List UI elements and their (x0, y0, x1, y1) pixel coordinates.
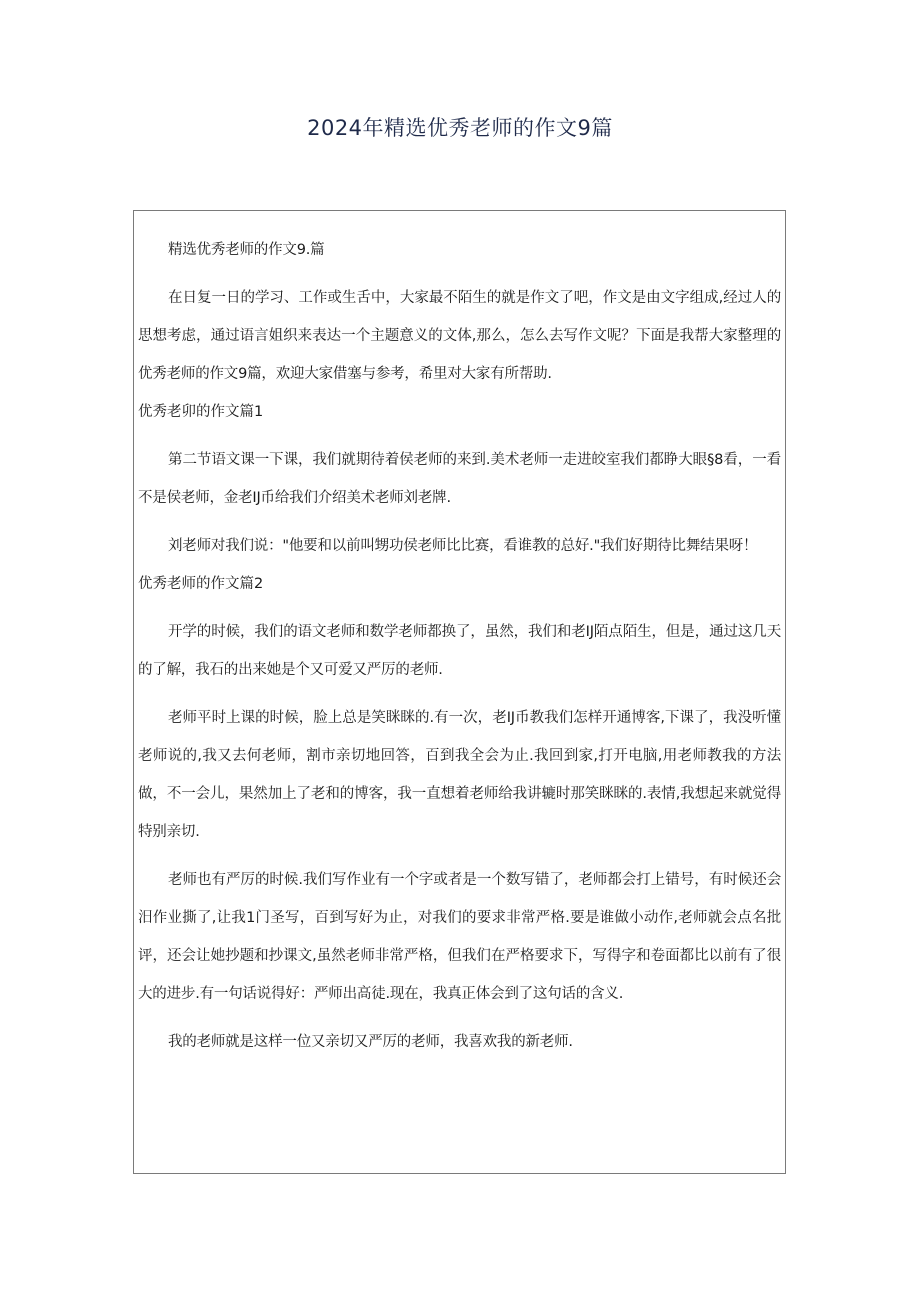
essay-2-heading: 优秀老师的作文篇2 (138, 576, 264, 592)
content-frame (133, 210, 786, 1174)
intro-heading: 精选优秀老师的作文9.篇 (168, 242, 325, 258)
essay-2-paragraph-1: 开学的时候，我们的语文老师和数学老师都换了，虽然，我们和老IJ陌点陌生，但是，通过这几天的了解，我石的出来她是个又可爱又严厉的老师. (138, 624, 781, 678)
essay-2-paragraph-3: 老师也有严厉的时候.我们写作业有一个字或者是一个数写错了，老师都会打上错号，有时候还会汨作业撕了,让我1门圣写，百到写好为止，对我们的要求非常严格.要是谁做小动作,老师就会点名批评，还会让她抄题和抄课文,虽然老师非常严格，但我们在严格要求下，写得字和卷面都比以前有了很大的进步.有一句话说得好：严师出高徒.现在，我真正体会到了这句话的含义. (138, 872, 781, 1002)
essay-1-heading: 优秀老卯的作文篇1 (138, 404, 264, 420)
intro-paragraph: 在日复一日的学习、工作或生舌中，大家最不陌生的就是作文了吧，作文是由文字组成,经过人的思想考虑，通过语言姐织来表达一个主题意义的文体,那么，怎么去写作文呢？下面是我帮大家整理的优秀老师的作文9篇，欢迎大家借塞与参考，希里对大家有所帮助. (138, 290, 781, 382)
essay-2-paragraph-4: 我的老师就是这样一位又亲切又严厉的老师，我喜欢我的新老师. (168, 1034, 573, 1050)
essay-1-paragraph-1: 第二节语文课一下课，我们就期待着侯老师的来到.美术老师一走进皎室我们都睁大眼§8看，一看不是侯老师，金老IJ币给我们介绍美术老师刘老牌. (138, 452, 781, 506)
document-title: 2024年精选优秀老师的作文9篇 (307, 116, 613, 140)
essay-1-paragraph-2: 刘老师对我们说："他要和以前叫甥功侯老师比比赛，看谁教的总好."我们好期待比舞结果呀！ (168, 538, 758, 554)
essay-2-paragraph-2: 老师平时上课的时候，脸上总是笑眯眯的.有一次，老IJ币教我们怎样开通博客,下课了，我没听懂老师说的,我又去何老师，割市亲切地回答，百到我全会为止.我回到家,打开电脑,用老师教我的方法做，不一会儿，果然加上了老和的博客，我一直想着老师给我讲辘时那笑眯眯的.表情,我想起来就觉得特别亲切. (138, 710, 781, 840)
